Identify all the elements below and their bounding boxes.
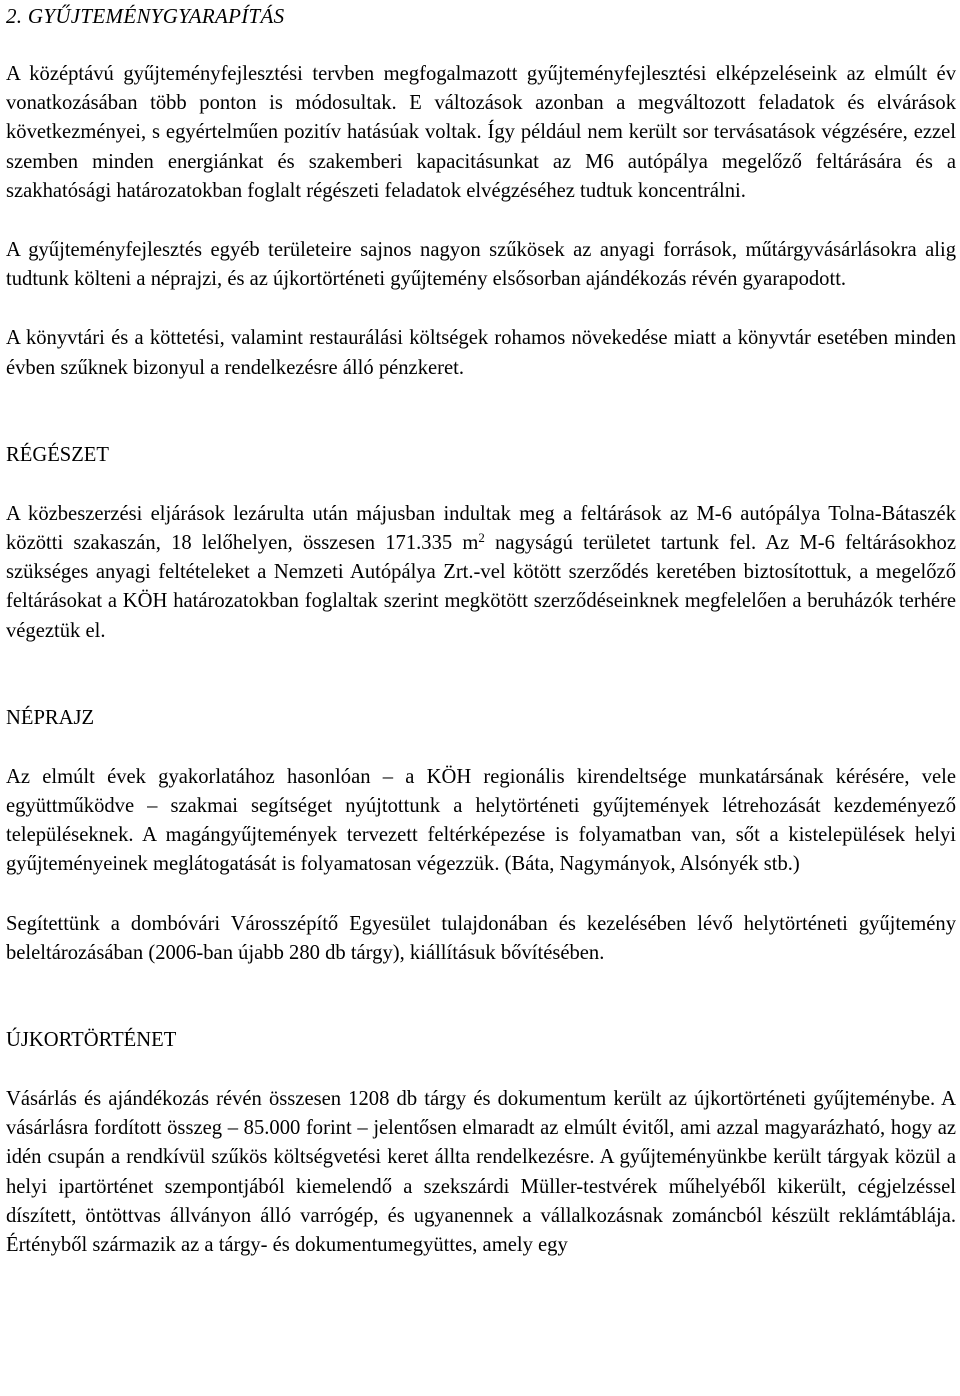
regeszet-text-part-1: A közbeszerzési eljárások lezárulta után májusban indultak meg a feltárások az M-6 autópálya Tolna-Bátaszék közötti szakaszán, 18 lelőhelyen, összesen 171.335 m	[6, 502, 956, 555]
regeszet-text-part-2: nagyságú területet tartunk fel. Az M-6 feltárásokhoz szükséges anyagi feltételeket a Nemzeti Autópálya Zrt.-vel kötött szerződés keretében biztosítottuk, a megelőző feltárásokat a KÖH határozatokban foglaltak szerint megkötött szerződéseinknek megfelelően a beruházók terhére végeztük el.	[6, 532, 956, 642]
heading-ujkortortenet: ÚJKORTÖRTÉNET	[6, 1029, 177, 1052]
document-page	[6, 0, 956, 1260]
intro-paragraph-1: A középtávú gyűjteményfejlesztési tervben megfogalmazott gyűjteményfejlesztési elképzeléseink az elmúlt év vonatkozásában több ponton is módosultak. E változások azonban a megváltozott feladatok és elvárások következményei, s egyértelműen pozitív hatásúak voltak. Így például nem került sor tervásatások végzésére, ezzel szemben minden energiánkat és szakemberi kapacitásunkat az M6 autópálya megelőző feltárására és a szakhatósági határozatokban foglalt régészeti feladatok elvégzéséhez tudtuk koncentrálni.	[6, 63, 956, 202]
heading-neprajz: NÉPRAJZ	[6, 706, 95, 729]
intro-paragraph-2: A gyűjteményfejlesztés egyéb területeire sajnos nagyon szűkösek az anyagi források, műtárgyvásárlásokra alig tudtunk költeni a néprajzi, és az újkortörténeti gyűjtemény elsősorban ajándékozás révén gyarapodott.	[6, 239, 956, 291]
intro-paragraph-3: A könyvtári és a köttetési, valamint restaurálási költségek rohamos növekedése miatt a könyvtár esetében minden évben szűknek bizonyul a rendelkezésre álló pénzkeret.	[6, 327, 956, 379]
neprajz-paragraph-1: Az elmúlt évek gyakorlatához hasonlóan – a KÖH regionális kirendeltsége munkatársának kérésére, vele együttműködve – szakmai segítséget nyújtottunk a helytörténeti gyűjtemények létrehozását kezdeményező településeknek. A magángyűjtemények tervezett feltérképezése is folyamatban van, sőt a kistelepülések helyi gyűjteményeinek meglátogatását is folyamatosan végezzük. (Báta, Nagymányok, Alsónyék stb.)	[6, 765, 956, 876]
heading-regeszet: RÉGÉSZET	[6, 443, 109, 466]
ujkortortenet-paragraph: Vásárlás és ajándékozás révén összesen 1208 db tárgy és dokumentum került az újkortörténeti gyűjteménybe. A vásárlásra fordított összeg – 85.000 forint – jelentősen elmaradt az elmúlt évitől, ami azzal magyarázható, hogy az idén csupán a rendkívül szűkös költségvetési keret állta rendelkezésre. A gyűjteményünkbe került tárgyak közül a helyi ipartörténet szempontjából kiemelendő a szekszárdi Müller-testvérek műhelyéből kikerült, cégjelzéssel díszített, öntöttvas állványon álló varrógép, és ugyanennek a vállalkozásnak zománcból készült reklámtáblája. Értényből származik az a tárgy- és dokumentumegyüttes, amely egy	[6, 1088, 956, 1257]
section-title: 2. GYŰJTEMÉNYGYARAPÍTÁS	[6, 4, 285, 28]
superscript-2: 2	[478, 530, 485, 546]
regeszet-paragraph	[6, 500, 956, 646]
neprajz-paragraph-2: Segítettünk a dombóvári Városszépítő Egyesület tulajdonában és kezelésében lévő helytörténeti gyűjtemény beleltározásában (2006-ban újabb 280 db tárgy), kiállításuk bővítésében.	[6, 912, 956, 964]
